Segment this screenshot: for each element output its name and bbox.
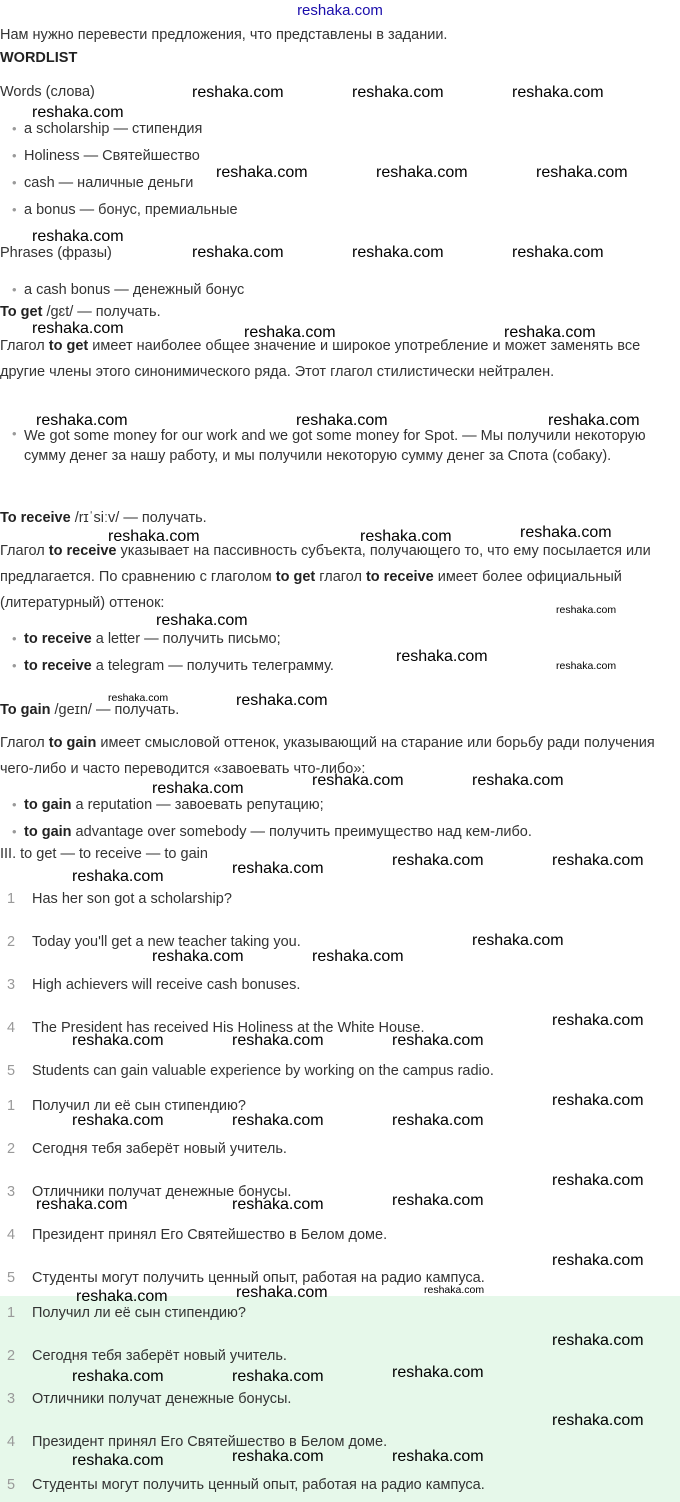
list-item: • Holiness — Святейшество <box>12 148 200 164</box>
phrases-section-title: Phrases (фразы) <box>0 245 112 261</box>
russian-sentence: Получил ли её сын стипендию? <box>32 1098 246 1114</box>
watermark: reshaka.com <box>232 860 324 877</box>
list-item: • to receive a letter — получить письмо; <box>12 631 281 647</box>
watermark: reshaka.com <box>152 948 244 965</box>
russian-sentence: Сегодня тебя заберёт новый учитель. <box>32 1141 287 1157</box>
watermark: reshaka.com <box>472 932 564 949</box>
watermark: reshaka.com <box>108 528 200 545</box>
words-section-title: Words (слова) <box>0 84 95 100</box>
watermark: reshaka.com <box>108 692 169 704</box>
watermark: reshaka.com <box>216 164 308 181</box>
watermark: reshaka.com <box>32 228 124 245</box>
watermark: reshaka.com <box>392 1192 484 1209</box>
watermark: reshaka.com <box>236 692 328 709</box>
watermark: reshaka.com <box>548 412 640 429</box>
sentence-number: 4 <box>6 1227 16 1243</box>
watermark: reshaka.com <box>376 164 468 181</box>
watermark: reshaka.com <box>312 948 404 965</box>
watermark: reshaka.com <box>424 1284 485 1296</box>
list-item: • to receive a telegram — получить телеграмму. <box>12 658 334 674</box>
sentence-number: 5 <box>6 1063 16 1079</box>
english-sentence: Has her son got a scholarship? <box>32 891 232 907</box>
watermark: reshaka.com <box>156 612 248 629</box>
to-receive-paragraph: Глагол to receive указывает на пассивность субъекта, получающего то, что ему посылается или предлагается. По сравнению с глаголом to get глагол to receive имеет более официальный (литературный) оттенок: <box>0 543 651 611</box>
sentence-number: 2 <box>6 1141 16 1157</box>
watermark: reshaka.com <box>36 1196 128 1213</box>
watermark: reshaka.com <box>32 320 124 337</box>
to-get-example: We got some money for our work and we got some money for Spot. — Мы получили некоторую сумму денег за нашу работу, и мы получили некоторую сумму денег за Спота (собаку). <box>24 428 646 464</box>
list-bullet: • <box>12 426 17 441</box>
watermark: reshaka.com <box>504 324 596 341</box>
answer-sentence: Президент принял Его Святейшество в Белом доме. <box>32 1434 388 1450</box>
watermark: reshaka.com <box>392 852 484 869</box>
watermark: reshaka.com <box>552 1412 644 1429</box>
watermark: reshaka.com <box>232 1112 324 1129</box>
watermark: reshaka.com <box>192 84 284 101</box>
sentence-number: 1 <box>6 1098 16 1114</box>
to-receive-heading: To receive /rɪˈsiːv/ — получать. <box>0 510 207 526</box>
wordlist-heading: WORDLIST <box>0 50 78 66</box>
watermark: reshaka.com <box>236 1284 328 1301</box>
sentence-number: 1 <box>6 891 16 907</box>
to-get-heading: To get /gɛt/ — получать. <box>0 304 161 320</box>
english-sentence: Students can gain valuable experience by working on the campus radio. <box>32 1063 494 1079</box>
watermark: reshaka.com <box>392 1112 484 1129</box>
sentence-number: 2 <box>6 1348 16 1364</box>
watermark: reshaka.com <box>556 604 617 616</box>
answer-sentence: Сегодня тебя заберёт новый учитель. <box>32 1348 287 1364</box>
watermark: reshaka.com <box>552 1252 644 1269</box>
watermark: reshaka.com <box>36 412 128 429</box>
watermark: reshaka.com <box>72 1452 164 1469</box>
watermark: reshaka.com <box>232 1448 324 1465</box>
list-item: • to gain advantage over somebody — получить преимущество над кем-либо. <box>12 824 532 840</box>
answer-sentence: Получил ли её сын стипендию? <box>32 1305 246 1321</box>
watermark: reshaka.com <box>32 104 124 121</box>
watermark: reshaka.com <box>552 1332 644 1349</box>
watermark: reshaka.com <box>396 648 488 665</box>
sentence-number: 3 <box>6 977 16 993</box>
to-gain-heading: To gain /geɪn/ — получать. <box>0 702 180 718</box>
russian-sentence: Отличники получат денежные бонусы. <box>32 1184 292 1200</box>
sentence-number: 5 <box>6 1270 16 1286</box>
watermark: reshaka.com <box>232 1196 324 1213</box>
to-gain-paragraph: Глагол to gain имеет смысловой оттенок, указывающий на старание или борьбу ради получения чего-либо и часто переводится «завоевать что-либо»: <box>0 735 655 777</box>
english-sentence: High achievers will receive cash bonuses. <box>32 977 301 993</box>
intro-text: Нам нужно перевести предложения, что представлены в задании. <box>0 27 448 43</box>
watermark: reshaka.com <box>352 244 444 261</box>
watermark: reshaka.com <box>232 1032 324 1049</box>
list-item: • to gain a reputation — завоевать репутацию; <box>12 797 324 813</box>
watermark: reshaka.com <box>552 1012 644 1029</box>
watermark: reshaka.com <box>520 524 612 541</box>
sentence-number: 1 <box>6 1305 16 1321</box>
watermark: reshaka.com <box>392 1364 484 1381</box>
watermark: reshaka.com <box>312 772 404 789</box>
watermark: reshaka.com <box>352 84 444 101</box>
list-item: • a scholarship — стипендия <box>12 121 203 137</box>
answer-sentence: Студенты могут получить ценный опыт, работая на радио кампуса. <box>32 1477 485 1493</box>
to-get-paragraph: Глагол to get имеет наиболее общее значение и широкое употребление и может заменять все другие члены этого синонимического ряда. Этот глагол стилистически нейтрален. <box>0 338 641 380</box>
watermark: reshaka.com <box>72 1112 164 1129</box>
russian-sentence: Президент принял Его Святейшество в Белом доме. <box>32 1227 388 1243</box>
list-item: • a cash bonus — денежный бонус <box>12 282 245 298</box>
watermark: reshaka.com <box>512 84 604 101</box>
sentence-number: 3 <box>6 1391 16 1407</box>
watermark: reshaka.com <box>472 772 564 789</box>
watermark: reshaka.com <box>296 412 388 429</box>
watermark: reshaka.com <box>392 1448 484 1465</box>
watermark: reshaka.com <box>72 868 164 885</box>
task-title: III. to get — to receive — to gain <box>0 846 208 862</box>
sentence-number: 3 <box>6 1184 16 1200</box>
watermark: reshaka.com <box>72 1368 164 1385</box>
sentence-number: 4 <box>6 1020 16 1036</box>
sentence-number: 2 <box>6 934 16 950</box>
watermark: reshaka.com <box>72 1032 164 1049</box>
sentence-number: 5 <box>6 1477 16 1493</box>
list-item: • a bonus — бонус, премиальные <box>12 202 238 218</box>
answer-sentence: Отличники получат денежные бонусы. <box>32 1391 292 1407</box>
watermark: reshaka.com <box>244 324 336 341</box>
watermark: reshaka.com <box>552 1092 644 1109</box>
watermark: reshaka.com <box>152 780 244 797</box>
watermark: reshaka.com <box>232 1368 324 1385</box>
watermark: reshaka.com <box>192 244 284 261</box>
list-item: • cash — наличные деньги <box>12 175 194 191</box>
watermark: reshaka.com <box>512 244 604 261</box>
watermark: reshaka.com <box>552 852 644 869</box>
watermark: reshaka.com <box>536 164 628 181</box>
watermark: reshaka.com <box>552 1172 644 1189</box>
english-sentence: Today you'll get a new teacher taking you. <box>32 934 301 950</box>
sentence-number: 4 <box>6 1434 16 1450</box>
watermark: reshaka.com <box>360 528 452 545</box>
site-link[interactable]: reshaka.com <box>297 2 383 19</box>
watermark: reshaka.com <box>556 660 617 672</box>
watermark: reshaka.com <box>76 1288 168 1305</box>
watermark: reshaka.com <box>392 1032 484 1049</box>
english-sentence: The President has received His Holiness at the White House. <box>32 1020 425 1036</box>
russian-sentence: Студенты могут получить ценный опыт, работая на радио кампуса. <box>32 1270 485 1286</box>
